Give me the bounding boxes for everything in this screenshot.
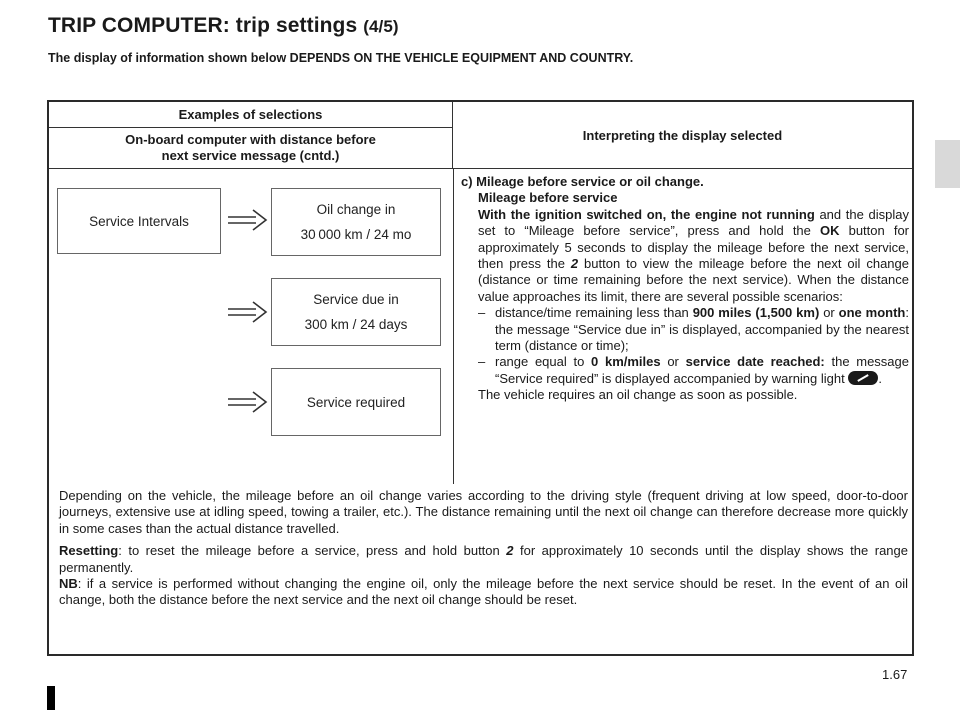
wrench-icon <box>848 371 878 385</box>
equipment-notice: The display of information shown below DEPENDS ON THE VEHICLE EQUIPMENT AND COUNTRY. <box>48 51 634 65</box>
interpretation-heading: c) Mileage before service or oil change. <box>461 174 704 189</box>
resetting-note: Resetting: to reset the mileage before a service, press and hold button 2 for approximately 10 seconds until the display shows the range permanently. <box>59 543 908 575</box>
interpretation-text <box>461 174 909 404</box>
corner-mark <box>47 686 55 710</box>
display-service-required: Service required <box>271 368 441 436</box>
page-title: TRIP COMPUTER: trip settings (4/5) <box>48 14 399 37</box>
settings-table <box>47 100 914 656</box>
interpretation-subheading: Mileage before service <box>478 190 618 206</box>
page-indicator: (4/5) <box>363 17 399 36</box>
col1-header: Examples of selections <box>49 102 453 128</box>
section-tab <box>935 140 960 188</box>
interpretation-paragraph: With the ignition switched on, the engine not running and the display set to “Mileage before service”, press and hold the OK button for approximately 5 seconds to display the mileage before the next service, then press the 2 button to view the mileage before the next oil change (distance or time remaining before the next service). When the distance value approaches its limit, there are several possible scenarios: <box>478 206 910 304</box>
list-item: – range equal to 0 km/miles or service date reached: the message “Service required” is displayed accompanied by warning light . <box>478 354 910 386</box>
header-divider <box>49 168 912 169</box>
double-arrow-icon <box>226 299 270 325</box>
double-arrow-icon <box>226 389 270 415</box>
col1-subheader: On-board computer with distance before next service message (cntd.) <box>49 128 453 168</box>
column-divider <box>453 168 454 484</box>
driving-style-note: Depending on the vehicle, the mileage before an oil change varies according to the driving style (frequent driving at low speed, door-to-door journeys, extensive use at idling speed, towing a trailer, etc.). The distance remaining until the next oil change can therefore decrease more quickly in some cases than the actual distance travelled. <box>59 488 908 536</box>
col2-header: Interpreting the display selected <box>582 127 783 143</box>
nb-note: NB: if a service is performed without changing the engine oil, only the mileage before the next service should be reset. In the event of an oil change, both the distance before the next service and the next oil change should be reset. <box>59 576 908 608</box>
service-intervals-box: Service Intervals <box>57 188 221 254</box>
page-number: 1.67 <box>882 667 908 682</box>
display-oil-change: Oil change in 30 000 km / 24 mo <box>271 188 441 256</box>
interpretation-body <box>461 190 909 305</box>
double-arrow-icon <box>226 207 270 233</box>
notes-section <box>59 488 908 615</box>
list-item: – distance/time remaining less than 900 miles (1,500 km) or one month: the message “Service due in” is displayed, accompanied by the nearest term (distance or time); <box>478 305 910 354</box>
interpretation-closing: The vehicle requires an oil change as soon as possible. <box>478 387 798 403</box>
display-service-due: Service due in 300 km / 24 days <box>271 278 441 346</box>
